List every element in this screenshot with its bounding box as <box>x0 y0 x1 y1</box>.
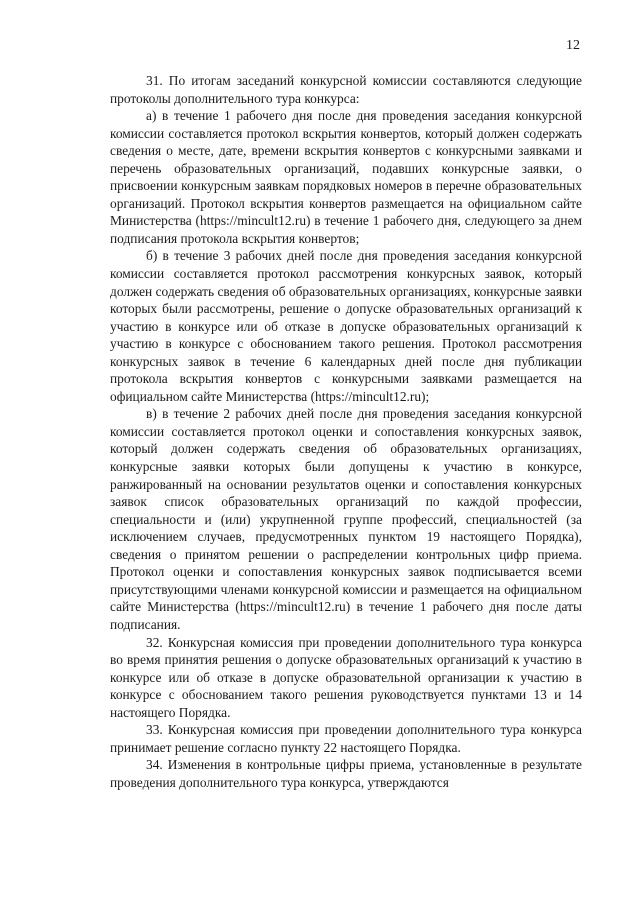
paragraph-31-a: а) в течение 1 рабочего дня после дня проведения заседания конкурсной комиссии составляется протокол вскрытия конвертов, который должен содержать сведения о месте, дате, времени вскрытия конвертов с конкурсными заявками и перечень образовательных организаций, подавших конкурсные заявки, о присвоении конкурсным заявкам порядковых номеров в перечне образовательных организаций. Протокол вскрытия конвертов размещается на официальном сайте Министерства (https://mincult12.ru) в течение 1 рабочего дня, следующего за днем подписания протокола вскрытия конвертов; <box>110 108 582 246</box>
paragraph-32: 32. Конкурсная комиссия при проведении дополнительного тура конкурса во время принятия решения о допуске образовательных организаций к участию в конкурсе или об отказе в допуске образовательной организации к участию в конкурсе с обоснованием такого решения руководствуется пунктами 13 и 14 настоящего Порядка. <box>110 634 582 720</box>
document-body <box>110 72 582 791</box>
page-number: 12 <box>566 38 580 53</box>
paragraph-33: 33. Конкурсная комиссия при проведении дополнительного тура конкурса принимает решение согласно пункту 22 настоящего Порядка. <box>110 722 582 755</box>
paragraph-31: 31. По итогам заседаний конкурсной комиссии составляются следующие протоколы дополнительного тура конкурса: <box>110 73 582 106</box>
paragraph-31-b: б) в течение 3 рабочих дней после дня проведения заседания конкурсной комиссии составляется протокол рассмотрения конкурсных заявок, который должен содержать сведения об образовательных организациях, конкурсные заявки которых были рассмотрены, решение о допуске образовательных организаций к участию в конкурсе или об отказе в допуске образовательных организаций к участию в конкурсе с обоснованием такого решения. Протокол рассмотрения конкурсных заявок в течение 6 календарных дней после дня публикации протокола вскрытия конвертов с конкурсными заявками размещается на официальном сайте Министерства (https://mincult12.ru); <box>110 248 582 404</box>
paragraph-34: 34. Изменения в контрольные цифры приема, установленные в результате проведения дополнительного тура конкурса, утверждаются <box>110 757 582 790</box>
paragraph-31-v: в) в течение 2 рабочих дней после дня проведения заседания конкурсной комиссии составляется протокол оценки и сопоставления конкурсных заявок, который должен содержать сведения об образовательных организациях, конкурсные заявки которых были допущены к участию в конкурсе, ранжированный на основании результатов оценки и сопоставления конкурсных заявок список образовательных организаций по каждой профессии, специальности и (или) укрупненной группе профессий, специальностей (за исключением случаев, предусмотренных пунктом 19 настоящего Порядка), сведения о принятом решении о распределении контрольных цифр приема. Протокол оценки и сопоставления конкурсных заявок подписывается всеми присутствующими членами конкурсной комиссии и размещается на официальном сайте Министерства (https://mincult12.ru) в течение 1 рабочего дня после даты подписания. <box>110 406 582 632</box>
